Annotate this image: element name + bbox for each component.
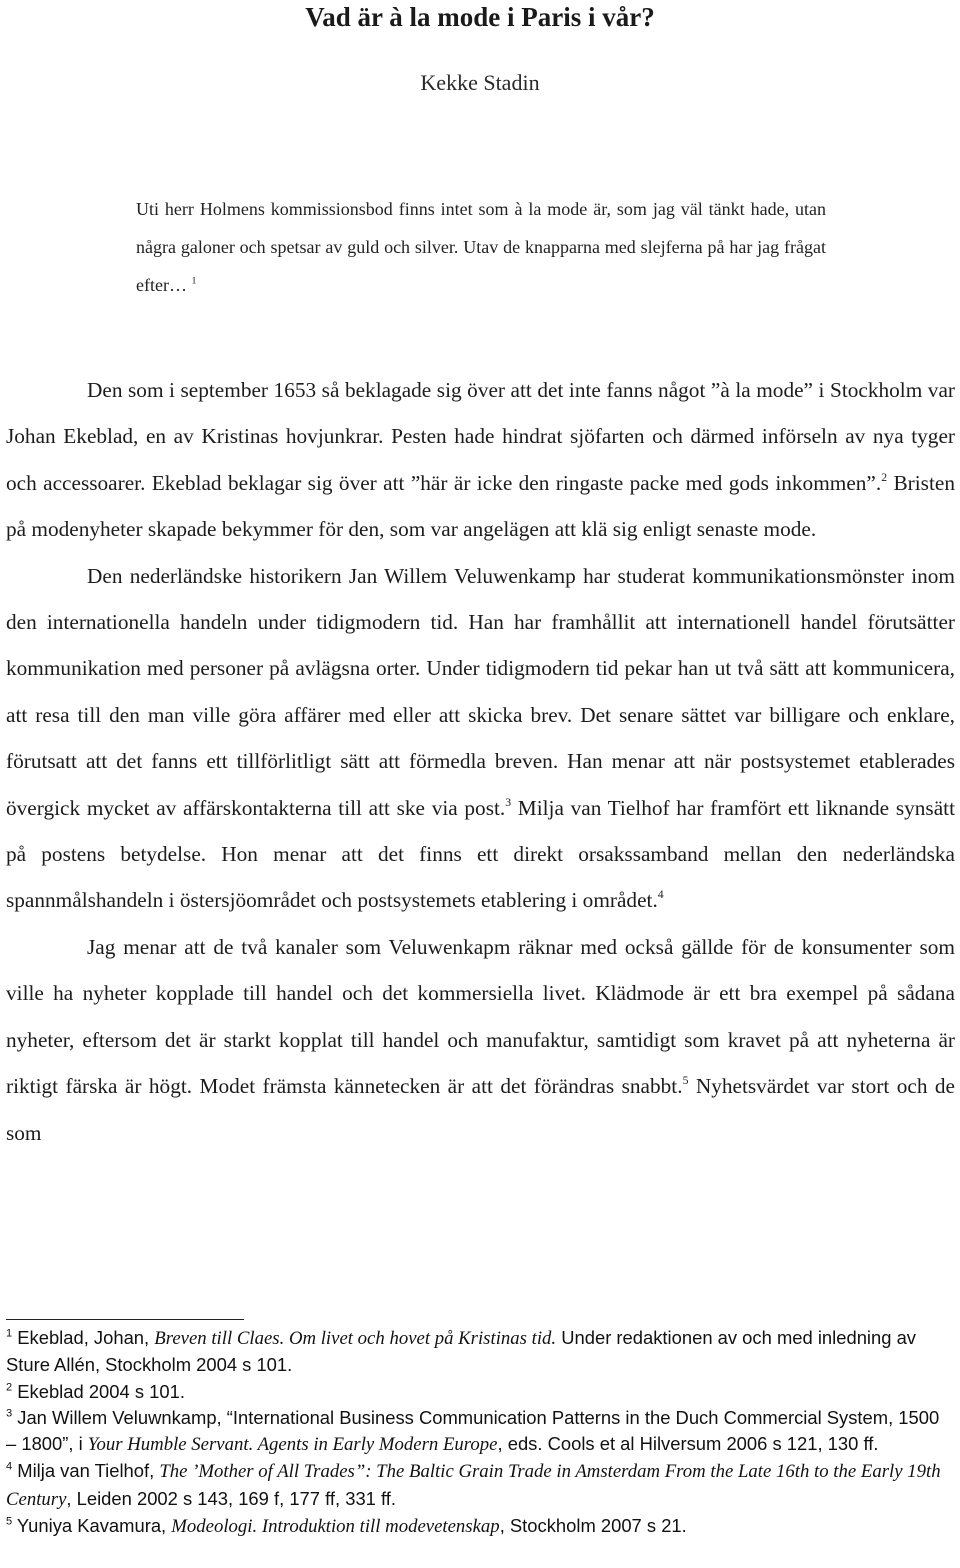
footnote-text: , Leiden 2002 s 143, 169 f, 177 ff, 331 ff. [66,1487,397,1509]
footnote-text: Ekeblad, Johan, [12,1327,155,1348]
footnote-text: Jan Willem Veluwnkamp, “International Business Communication Patterns in the Duch Commercial System, 1500 – 1800”, i [6,1406,940,1455]
footnote-ref-1[interactable]: 1 [191,275,197,287]
footnote-title: Your Humble Servant. Agents in Early Modern Europe [87,1434,498,1456]
footnote-text: Under redaktionen av och med inledning av Sture Allén, Stockholm 2004 s 101. [6,1327,916,1376]
paragraph-2 [6,553,955,924]
paragraph-1 [6,367,955,553]
footnote-ref-4[interactable]: 4 [657,888,664,902]
footnotes [6,1325,950,1540]
footnote-title: Modeologi. Introduktion till modevetenskap [171,1516,500,1538]
footnote-5 [6,1513,950,1540]
paragraph-2-text: Den nederländske historikern Jan Willem Veluwenkamp har studerat kommunikationsmönster inom den internationella handeln under tidigmodern tid. Han har framhållit att internationell handel förutsätter kommunikation med personer på avlägsna orter. Under tidigmodern tid pekar han ut två sätt att kommunicera, att resa till den man ville göra affärer med eller att skicka brev. Det senare sättet var billigare och enklare, förutsatt att det fanns ett tillförlitligt sätt att förmedla breven. Han menar att när postsystemet etablerades övergick mycket av affärskontakterna till att ske via post. [6,563,955,820]
paragraph-3 [6,924,955,1156]
paragraph-1-text: Den som i september 1653 så beklagade sig över att det inte fanns något ”à la mode” i Stockholm var Johan Ekeblad, en av Kristinas hovjunkrar. Pesten hade hindrat sjöfarten och därmed införseln av nya tyger och accessoarer. Ekeblad beklagar sig över att ”här är icke den ringaste packe med gods inkommen”. [6,378,955,495]
footnote-divider [6,1319,244,1320]
footnote-ref-3[interactable]: 3 [505,795,512,809]
epigraph-quote [136,190,826,304]
footnote-number: 3 [6,1407,13,1420]
footnote-number: 1 [6,1327,13,1340]
footnote-text: Milja van Tielhof, [12,1460,160,1482]
footnote-2 [6,1379,950,1405]
body-text [6,367,955,1156]
footnote-text: Yuniya Kavamura, [12,1515,172,1537]
footnote-number: 5 [6,1515,13,1528]
footnote-ref-2[interactable]: 2 [881,471,888,485]
footnote-text: Ekeblad 2004 s 101. [12,1380,185,1402]
footnote-text: , Stockholm 2007 s 21. [499,1515,687,1537]
article-title: Vad är à la mode i Paris i vår? [305,2,655,32]
paragraph-2-text-cont: Milja van Tielhof har framfört ett liknande synsätt på postens betydelse. Hon menar att det finns ett direkt orsakssamband mellan den nederländska spannmålshandeln i östersjöområdet och postsystemets etablering i området. [6,795,955,913]
paragraph-3-text-cont: Nyhetsvärdet var stort och de som [6,1074,955,1145]
epigraph-text: Uti herr Holmens kommissionsbod finns intet som à la mode är, som jag väl tänkt hade, utan några galoner och spetsar av guld och silver. Utav de knapparna med slejferna på har jag frågat efter… [136,199,826,295]
author-name: Kekke Stadin [420,70,540,95]
paragraph-1-text-cont: Bristen på modenyheter skapade bekymmer för den, som var angelägen att klä sig enligt senaste mode. [6,470,955,542]
footnote-title: Breven till Claes. Om livet och hovet på Kristinas tid. [154,1328,557,1349]
footnote-title: The ’Mother of All Trades”: The Baltic Grain Trade in Amsterdam From the Late 16th to the Early 19th Century [6,1461,941,1510]
footnote-ref-5[interactable]: 5 [682,1074,689,1088]
footnote-number: 4 [6,1460,13,1473]
paragraph-3-text: Jag menar att de två kanaler som Veluwenkapm räknar med också gällde för de konsumenter som ville ha nyheter kopplade till handel och det kommersiella livet. Klädmode är ett bra exempel på sådana nyheter, eftersom det är starkt kopplat till handel och manufaktur, samtidigt som kravet på att nyheterna är riktigt färska är högt. Modet främsta kännetecken är att det förändras snabbt. [6,934,955,1099]
footnote-3 [6,1405,950,1459]
footnote-1 [6,1325,950,1379]
footnote-4 [6,1458,950,1513]
footnote-number: 2 [6,1380,13,1393]
footnote-text: , eds. Cools et al Hilversum 2006 s 121, 130 ff. [497,1433,879,1455]
